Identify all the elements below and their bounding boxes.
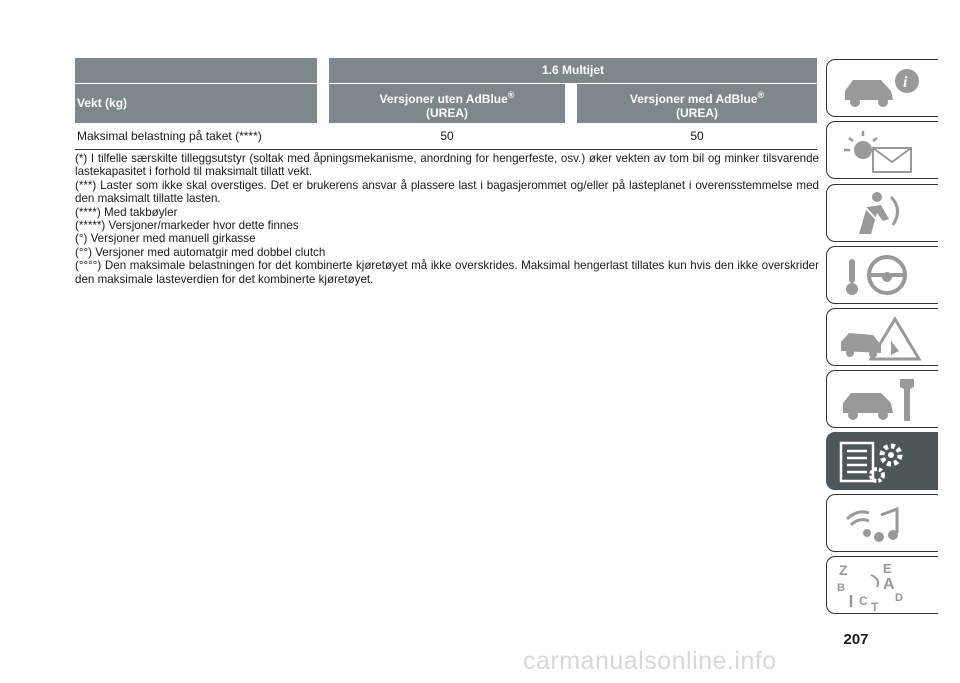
group-header: 1.6 Multijet: [329, 58, 817, 83]
index-letter: T: [871, 600, 879, 611]
row-label: Maksimal belastning på taket (****): [77, 129, 262, 143]
column-header-with-adblue: [577, 84, 817, 123]
footnote: (*****) Versjoner/markeder hvor dette finnes: [75, 219, 299, 233]
page-number: 207: [843, 631, 869, 648]
registered-mark: ®: [757, 90, 765, 100]
sidebar-tab-warning-lights[interactable]: [826, 121, 938, 179]
multimedia-icon: [837, 499, 929, 549]
cell-value: 50: [440, 129, 454, 143]
car-info-icon: [837, 64, 929, 114]
index-letter: C: [859, 594, 868, 608]
sidebar-tab-car-maintenance[interactable]: [826, 370, 938, 428]
footnote: (°°°°) Den maksimale belastningen for det kombinerte kjøretøyet må ikke overskrides. Maksimal hengerlast tillates kun hvis den ikke overskrider den maksimale lasteverdien for det kombinerte kjøretøyet.: [75, 259, 819, 286]
watermark: carmanualsonline.info: [523, 647, 777, 675]
footnote: (°°) Versjoner med automatgir med dobbel clutch: [75, 245, 326, 259]
footnote: (****) Med takbøyler: [75, 205, 178, 219]
footnote: (*) I tilfelle særskilte tilleggsutstyr (soltak med åpningsmekanisme, anordning for hengerfeste, osv.) øker vekten av tom bil og minker tilsvarende lastekapasitet i forhold til maksimalt tillatt vekt.: [75, 152, 819, 179]
index-letter: B: [837, 582, 845, 594]
column-subtitle: (UREA): [676, 106, 718, 120]
index-letter: Z: [839, 562, 848, 578]
car-emergency-icon: [837, 313, 929, 363]
sidebar-tab-seatbelt-airbag[interactable]: [826, 184, 938, 242]
footnote: (***) Laster som ikke skal overstiges. Det er brukerens ansvar å plassere last i bagasjerommet og/eller på lasteplanet i overensstemmelse med den maksimalt tillatte lasten.: [75, 178, 819, 206]
cell-value: 50: [690, 129, 704, 143]
row-header-label: Vekt (kg): [75, 84, 317, 123]
footnotes: [75, 152, 819, 286]
sidebar-tab-car-emergency[interactable]: [826, 308, 938, 366]
table-row: [75, 123, 817, 150]
table-column-header-row: [75, 83, 817, 123]
index-letter: D: [895, 592, 903, 604]
table-group-header-row: [75, 58, 817, 83]
column-name: Versjoner med AdBlue: [629, 92, 758, 106]
warning-lights-icon: [837, 126, 929, 176]
sidebar-tab-technical-data[interactable]: [826, 432, 938, 490]
seatbelt-airbag-icon: [837, 189, 929, 239]
header-blank-cell: [75, 58, 317, 83]
index-letter: A: [883, 576, 895, 593]
column-name: Versjoner uten AdBlue: [379, 92, 508, 106]
index-letter: E: [883, 561, 892, 576]
sidebar-tab-key-steering[interactable]: [826, 246, 938, 304]
spec-table: [75, 58, 817, 150]
key-steering-wheel-icon: [837, 251, 929, 301]
svg-text:i: i: [903, 74, 908, 91]
index-icon: [837, 561, 929, 611]
sidebar-tab-index[interactable]: [826, 556, 938, 614]
sidebar-tab-car-info[interactable]: [826, 59, 938, 117]
sidebar-tab-multimedia[interactable]: [826, 494, 938, 552]
footnote: (°) Versjoner med manuell girkasse: [75, 232, 256, 246]
technical-data-icon: [837, 437, 929, 487]
car-maintenance-icon: [837, 375, 929, 425]
column-subtitle: (UREA): [426, 106, 468, 120]
column-header-without-adblue: [329, 84, 565, 123]
registered-mark: ®: [507, 90, 515, 100]
